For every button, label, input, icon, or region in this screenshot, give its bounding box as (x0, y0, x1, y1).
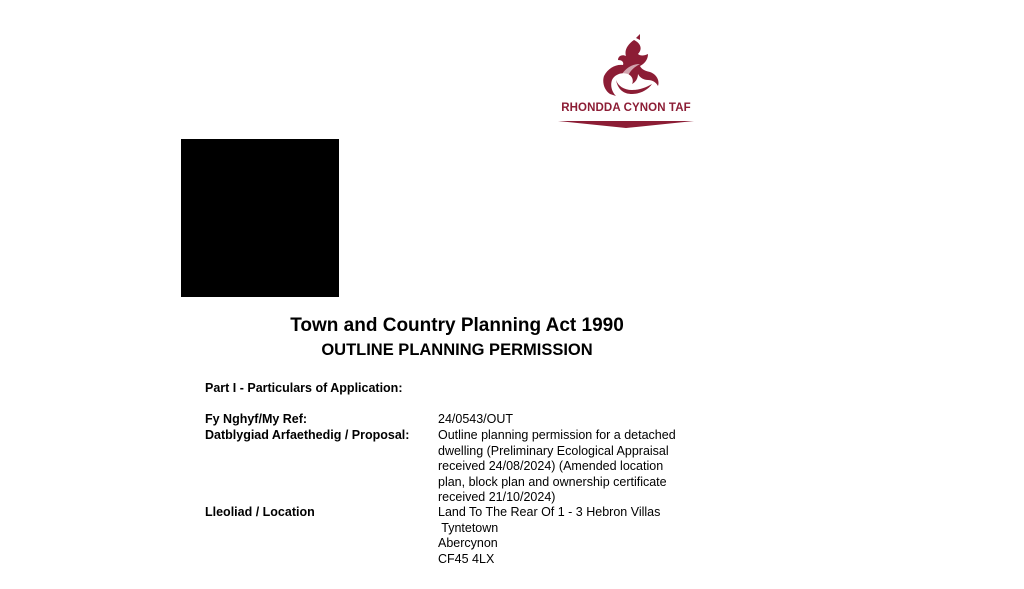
ref-value: 24/0543/OUT (438, 412, 514, 426)
dragon-logo-icon (552, 34, 700, 130)
proposal-line: received 21/10/2024) (438, 490, 556, 504)
proposal-label: Datblygiad Arfaethedig / Proposal: (205, 428, 410, 442)
council-logo (552, 34, 700, 130)
redacted-block (181, 139, 339, 297)
location-label: Lleoliad / Location (205, 505, 315, 519)
proposal-line: plan, block plan and ownership certificate (438, 474, 667, 489)
proposal-line: received 24/08/2024) (Amended location (438, 459, 664, 473)
location-line: Land To The Rear Of 1 - 3 Hebron Villas (438, 505, 661, 519)
page-title: Town and Country Planning Act 1990 (290, 315, 624, 336)
location-line: CF45 4LX (438, 551, 495, 566)
location-line: Abercynon (438, 536, 498, 550)
logo-text: RHONDDA CYNON TAF (561, 102, 691, 114)
proposal-value (438, 428, 676, 506)
page-subtitle: OUTLINE PLANNING PERMISSION (321, 341, 593, 359)
part-heading: Part I - Particulars of Application: (205, 381, 403, 395)
proposal-line: Outline planning permission for a detached (438, 428, 676, 442)
location-value (438, 505, 660, 567)
ref-label: Fy Nghyf/My Ref: (205, 412, 308, 426)
location-line: Tyntetown (438, 520, 499, 535)
proposal-line: dwelling (Preliminary Ecological Appraisal (438, 443, 669, 458)
